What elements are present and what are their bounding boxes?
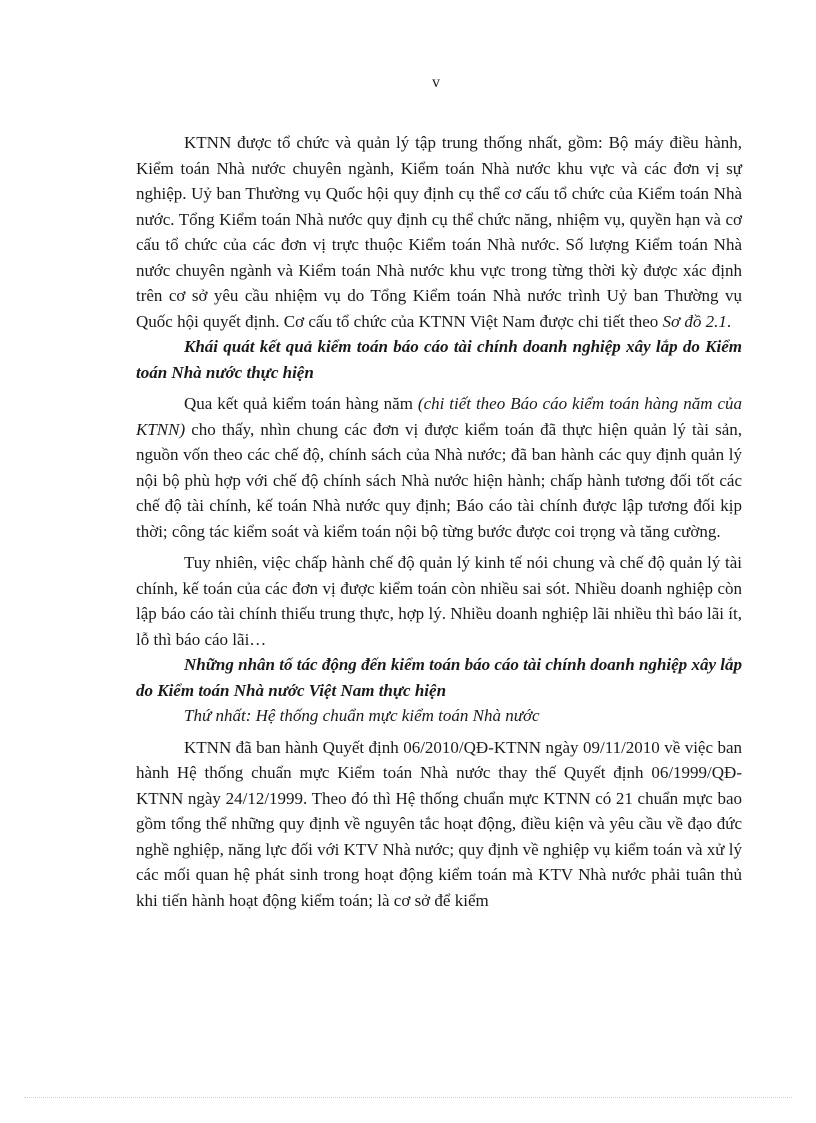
paragraph-shortcomings: Tuy nhiên, việc chấp hành chế độ quản lý kinh tế nói chung và chế độ quản lý tài chính, kế toán của các đơn vị được kiểm toán còn nhiều sai sót. Nhiều doanh nghiệp còn lập báo cáo tài chính thiếu trung thực, hợp lý. Nhiều doanh nghiệp lãi nhiều thì báo lãi ít, lỗ thì báo cáo lãi… — [136, 553, 742, 649]
page-number: v — [432, 74, 440, 91]
subheading-standards-system: Thứ nhất: Hệ thống chuẩn mực kiểm toán Nhà nước — [184, 706, 540, 725]
section-heading-audit-results: Khái quát kết quả kiểm toán báo cáo tài chính doanh nghiệp xây lắp do Kiểm toán Nhà nước thực hiện — [136, 337, 742, 382]
paragraph-text: KTNN được tổ chức và quản lý tập trung thống nhất, gồm: Bộ máy điều hành, Kiểm toán Nhà nước chuyên ngành, Kiểm toán Nhà nước khu vực và các đơn vị sự nghiệp. Uỷ ban Thường vụ Quốc hội quy định cụ thể cơ cấu tổ chức của Kiểm toán Nhà nước. Tổng Kiểm toán Nhà nước quy định cụ thể chức năng, nhiệm vụ, quyền hạn và cơ cấu tổ chức của các đơn vị trực thuộc Kiểm toán Nhà nước. Số lượng Kiểm toán Nhà nước chuyên ngành và Kiểm toán Nhà nước khu vực trong từng thời kỳ được xác định trên cơ sở yêu cầu nhiệm vụ do Tổng Kiểm toán Nhà nước trình Uỷ ban Thường vụ Quốc hội quyết định. Cơ cấu tổ chức của KTNN Việt Nam được chi tiết theo — [136, 133, 742, 331]
diagram-reference: Sơ đồ 2.1 — [662, 311, 727, 331]
page-body — [136, 130, 742, 913]
paragraph-text-end: cho thấy, nhìn chung các đơn vị được kiểm toán đã thực hiện quản lý tài sản, nguồn vốn theo các chế độ, chính sách của Nhà nước; đã ban hành các quy định quản lý nội bộ phù hợp với chế độ chính sách Nhà nước hiện hành; chấp hành tương đối tốt các chế độ tài chính, kế toán Nhà nước quy định; Báo cáo tài chính được lập tương đối kịp thời; công tác kiểm soát và kiểm toán nội bộ từng bước được coi trọng và tăng cường. — [136, 419, 742, 541]
paragraph-italic-note: (chi tiết theo Báo cáo kiểm toán hàng năm của KTNN) — [136, 394, 742, 439]
section-heading-influencing-factors: Những nhân tố tác động đến kiểm toán báo cáo tài chính doanh nghiệp xây lắp do Kiểm toán Nhà nước Việt Nam thực hiện — [136, 655, 742, 700]
paragraph-standards-decision: KTNN đã ban hành Quyết định 06/2010/QĐ-KTNN ngày 09/11/2010 về việc ban hành Hệ thống chuẩn mực Kiểm toán Nhà nước thay thế Quyết định 06/1999/QĐ-KTNN ngày 24/12/1999. Theo đó thì Hệ thống chuẩn mực KTNN có 21 chuẩn mực bao gồm tổng thể những quy định về nguyên tắc hoạt động, điều kiện và yêu cầu về đạo đức nghề nghiệp, năng lực đối với KTV Nhà nước; quy định về nghiệp vụ kiểm toán và xử lý các mối quan hệ phát sinh trong hoạt động kiểm toán mà KTV Nhà nước phải tuân thủ khi tiến hành hoạt động kiểm toán; là cơ sở để kiểm — [136, 737, 742, 910]
paragraph-end-punct: . — [726, 311, 732, 331]
page-bottom-divider — [24, 1097, 792, 1098]
paragraph-text-start: Qua kết quả kiểm toán hàng năm — [184, 394, 418, 413]
paragraph-ktnn-organization — [136, 130, 742, 334]
paragraph-audit-results — [136, 391, 742, 544]
